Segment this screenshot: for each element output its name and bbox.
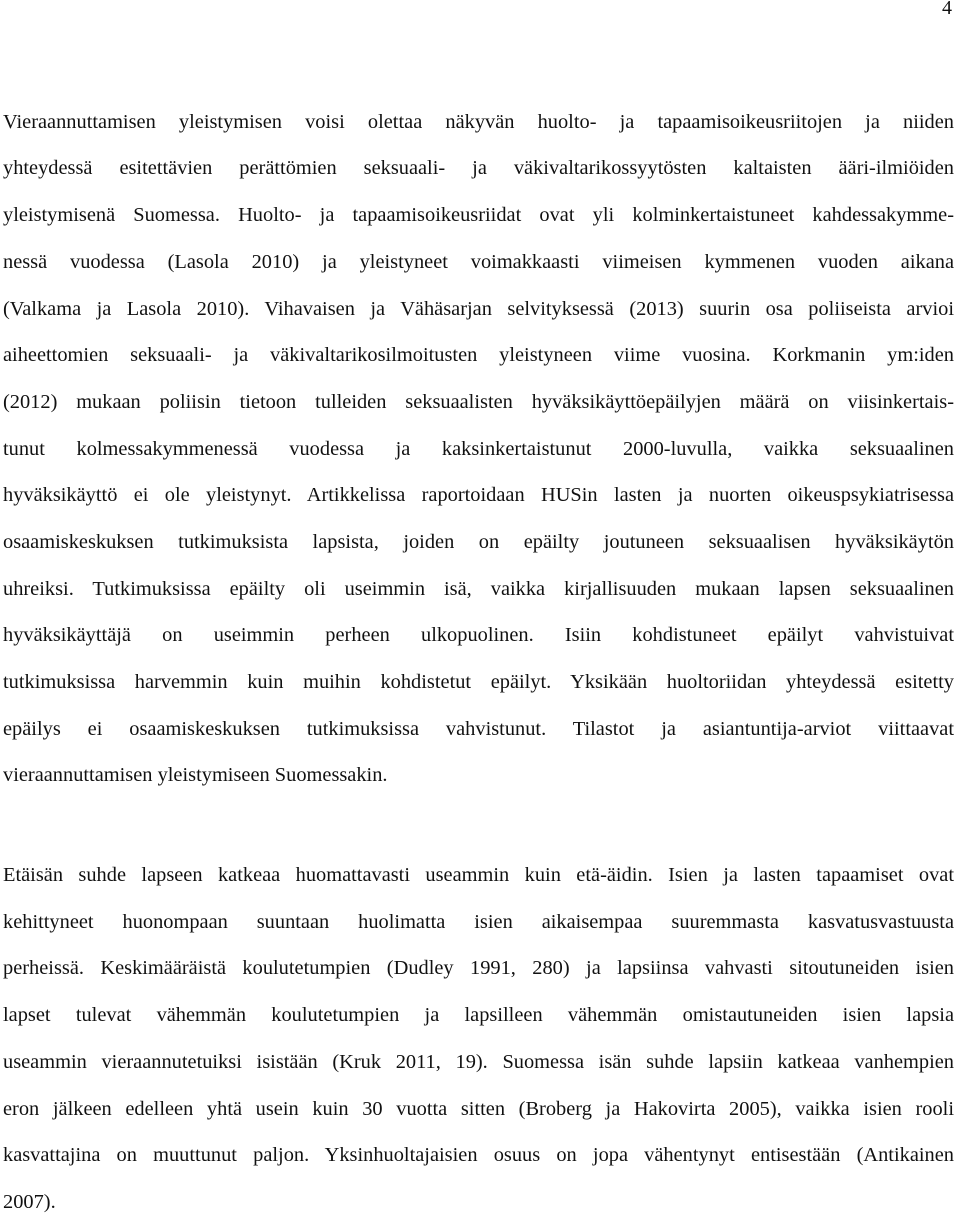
page-number: 4 [942, 0, 952, 19]
text-line: hyväksikäyttö ei ole yleistynyt. Artikkelissa raportoidaan HUSin lasten ja nuorten oikeuspsykiatrisessa [3, 484, 954, 506]
text-line: uhreiksi. Tutkimuksissa epäilty oli useimmin isä, vaikka kirjallisuuden mukaan lapsen seksuaalinen [3, 578, 954, 600]
text-line: (Valkama ja Lasola 2010). Vihavaisen ja Vähäsarjan selvityksessä (2013) suurin osa poliiseista arvioi [3, 298, 954, 320]
text-line: eron jälkeen edelleen yhtä usein kuin 30 vuotta sitten (Broberg ja Hakovirta 2005), vaikka isien rooli [3, 1098, 954, 1120]
text-line: hyväksikäyttäjä on useimmin perheen ulkopuolinen. Isiin kohdistuneet epäilyt vahvistuivat [3, 624, 954, 646]
text-line: (2012) mukaan poliisin tietoon tulleiden seksuaalisten hyväksikäyttöepäilyjen määrä on viisinkertais- [3, 391, 954, 413]
text-line: lapset tulevat vähemmän koulutetumpien ja lapsilleen vähemmän omistautuneiden isien lapsia [3, 1004, 954, 1026]
text-line: nessä vuodessa (Lasola 2010) ja yleistyneet voimakkaasti viimeisen kymmenen vuoden aikana [3, 251, 954, 273]
text-line: aiheettomien seksuaali- ja väkivaltarikosilmoitusten yleistyneen viime vuosina. Korkmanin ym:iden [3, 344, 954, 366]
text-line: yhteydessä esitettävien perättömien seksuaali- ja väkivaltarikossyytösten kaltaisten ääri-ilmiöiden [3, 157, 954, 179]
text-line: kehittyneet huonompaan suuntaan huolimatta isien aikaisempaa suuremmasta kasvatusvastuusta [3, 911, 954, 933]
text-line: tutkimuksissa harvemmin kuin muihin kohdistetut epäilyt. Yksikään huoltoriidan yhteydessä esitetty [3, 671, 954, 693]
text-line: 2007). [3, 1191, 56, 1213]
text-line: yleistymisenä Suomessa. Huolto- ja tapaamisoikeusriidat ovat yli kolminkertaistuneet kahdessakymme- [3, 204, 954, 226]
text-line: epäilys ei osaamiskeskuksen tutkimuksissa vahvistunut. Tilastot ja asiantuntija-arviot viittaavat [3, 718, 954, 740]
text-line: osaamiskeskuksen tutkimuksista lapsista, joiden on epäilty joutuneen seksuaalisen hyväksikäytön [3, 531, 954, 553]
text-line: tunut kolmessakymmenessä vuodessa ja kaksinkertaistunut 2000-luvulla, vaikka seksuaalinen [3, 438, 954, 460]
text-line: useammin vieraannutetuiksi isistään (Kruk 2011, 19). Suomessa isän suhde lapsiin katkeaa vanhempien [3, 1051, 954, 1073]
text-line: Etäisän suhde lapseen katkeaa huomattavasti useammin kuin etä-äidin. Isien ja lasten tapaamiset ovat [3, 864, 954, 886]
text-line: Vieraannuttamisen yleistymisen voisi olettaa näkyvän huolto- ja tapaamisoikeusriitojen ja niiden [3, 111, 954, 133]
text-line: kasvattajina on muuttunut paljon. Yksinhuoltajaisien osuus on jopa vähentynyt entisestään (Antikainen [3, 1144, 954, 1166]
text-line: vieraannuttamisen yleistymiseen Suomessakin. [3, 764, 388, 786]
text-line: perheissä. Keskimääräistä koulutetumpien (Dudley 1991, 280) ja lapsiinsa vahvasti sitoutuneiden isien [3, 957, 954, 979]
